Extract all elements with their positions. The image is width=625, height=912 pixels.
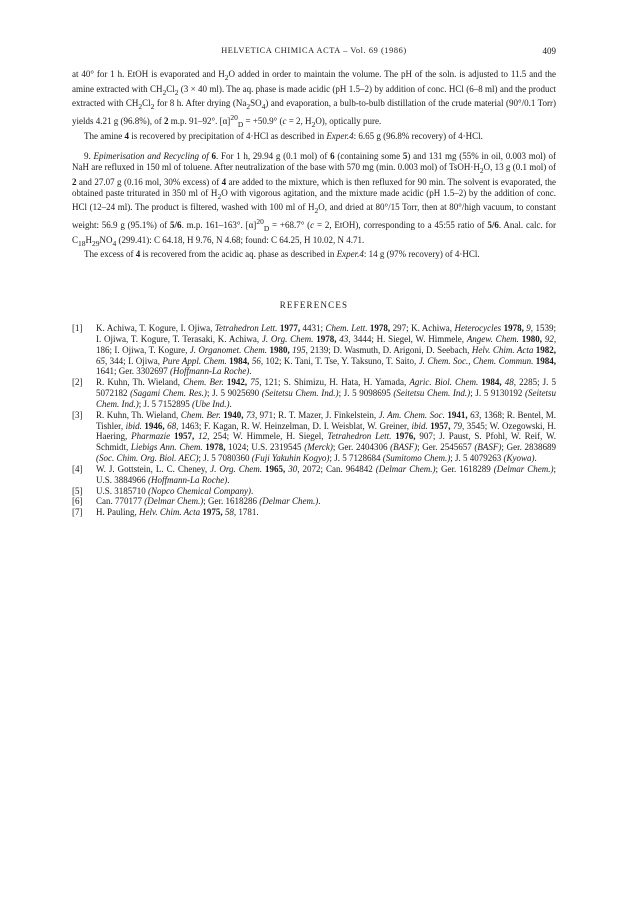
reference-item xyxy=(72,507,556,518)
reference-text: K. Achiwa, T. Kogure, I. Ojiwa, Tetrahedron Lett. 1977, 4431; Chem. Lett. 1978, 297; K. Achiwa, Heterocycles 1978, 9, 1539; I. Ojiwa, T. Kogure, T. Terasaki, K. Achiwa, J. Org. Chem. 1978, 43, 3444; H. Siegel, W. Himmele, Angew. Chem. 1980, 92, 186; I. Ojiwa, T. Kogure, J. Organomet. Chem. 1980, 195, 2139; D. Wasmuth, D. Arigoni, D. Seebach, Helv. Chim. Acta 1982, 65, 344; I. Ojiwa, Pure Appl. Chem. 1984, 56, 102; K. Tani, T. Tse, Y. Taksuno, T. Saito, J. Chem. Soc., Chem. Commun. 1984, 1641; Ger. 3302697 (Hoffmann-La Roche). xyxy=(96,322,557,377)
reference-text: R. Kuhn, Th. Wieland, Chem. Ber. 1940, 73, 971; R. T. Mazer, J. Finkelstein, J. Am. Chem. Soc. 1941, 63, 1368; R. Bentel, M. Tishler, ibid. 1946, 68, 1463; F. Kagan, R. W. Heinzelman, D. I. Weisblat, W. Greiner, ibid. 1957, 79, 3545; W. Ozegowski, H. Haering, Pharmazie 1957, 12, 254; W. Himmele, H. Siegel, Tetrahedron Lett. 1976, 907; J. Paust, S. Pfohl, W. Reif, W. Schmidt, Liebigs Ann. Chem. 1978, 1024; U.S. 2319545 (Merck); Ger. 2404306 (BASF); Ger. 2545657 (BASF); Ger. 2838689 (Soc. Chim. Org. Biol. AEC); J. 5 7080360 (Fuji Yakuhin Kogyo); J. 5 7128684 (Sumitomo Chem.); J. 5 4079263 (Kyowa). xyxy=(96,409,557,464)
experimental-paragraph: The amine 4 is recovered by precipitation of 4·HCl as described in Exper.4: 6.65 g (96.8% recovery) of 4·HCl. xyxy=(84,130,483,141)
reference-text: Can. 770177 (Delmar Chem.); Ger. 1618286 (Delmar Chem.). xyxy=(96,496,321,507)
reference-number: [3] xyxy=(72,409,83,420)
running-title: HELVETICA CHIMICA ACTA – Vol. 69 (1986) xyxy=(221,46,407,55)
reference-item xyxy=(72,377,556,410)
reference-item xyxy=(72,464,556,486)
reference-item xyxy=(72,496,556,507)
reference-number: [4] xyxy=(72,463,83,474)
reference-list xyxy=(72,323,556,518)
reference-item xyxy=(72,410,556,464)
reference-number: [1] xyxy=(72,322,83,333)
reference-item xyxy=(72,323,556,377)
reference-number: [2] xyxy=(72,377,83,388)
reference-text: W. J. Gottstein, L. C. Cheney, J. Org. Chem. 1965, 30, 2072; Can. 964842 (Delmar Chem.); Ger. 1618289 (Delmar Chem.); U.S. 3884966 (Hoffmann-La Roche). xyxy=(96,463,557,485)
reference-text: U.S. 3185710 (Nopco Chemical Company). xyxy=(96,485,254,496)
experimental-section-epimerisation: 9. Epimerisation and Recycling of 6. For 1 h, 29.94 g (0.1 mol) of 6 (containing some 5) and 131 mg (55% in oil, 0.003 mol) of NaH are refluxed in 150 ml of toluene. After neutralization of the base with 570 mg (min. 0.003 mol) of $TsOH\cdot H_2O$, 13 g (0.1 mol) of 2 and 27.07 g (0.16 mol, 30% excess) of 4 are added to the mixture, which is then refluxed for 90 min. The solvent is evaporated, the obtained paste triturated in 350 ml of $H_2O$ with vigorous agitation, and the mixture made acidic (pH 1.5–2) by the addition of conc. HCl (12–24 ml). The product is filtered, washed with 100 ml of $H_2O$, and dried at 80°/15 Torr, then at 80°/high vacuum, to constant weight: 56.9 g (95.1%) of 5/6. m.p. 161–163°. $[\alpha]^{20}_D = +68.7^\circ$ (c = 2, EtOH), corresponding to a 45:55 ratio of 5/6. Anal. calc. for $C_{18}H_{29}NO_4$ (299.41): C 64.18, H 9.76, N 4.68; found: C 64.25, H 10.02, N 4.71. xyxy=(72,151,557,248)
references-heading: REFERENCES xyxy=(279,300,349,311)
reference-text: H. Pauling, Helv. Chim. Acta 1975, 58, 1781. xyxy=(96,507,259,518)
reference-text: R. Kuhn, Th. Wieland, Chem. Ber. 1942, 75, 121; S. Shimizu, H. Hata, H. Yamada, Agric. Biol. Chem. 1984, 48, 2285; J. 5 5072182 (Sagami Chem. Res.); J. 5 9025690 (Seitetsu Chem. Ind.); J. 5 9098695 (Seitetsu Chem. Ind.); J. 5 9130192 (Seitetsu Chem. Ind.); J. 5 7152895 (Ube Ind.). xyxy=(96,377,557,409)
reference-item xyxy=(72,486,556,497)
experimental-paragraph: The excess of 4 is recovered from the acidic aq. phase as described in Exper.4: 14 g (97% recovery) of 4·HCl. xyxy=(84,249,480,260)
reference-number: [6] xyxy=(72,496,83,507)
page-header xyxy=(72,46,556,60)
page-number: 409 xyxy=(542,46,556,56)
reference-number: [5] xyxy=(72,485,83,496)
page-body xyxy=(72,69,556,518)
experimental-paragraph: at 40° for 1 h. EtOH is evaporated and $H_2O$ added in order to maintain the volume. The pH of the soln. is adjusted to 11.5 and the amine extracted with $CH_2Cl_2$ (3 × 40 ml). The aq. phase is made acidic (pH 1.5–2) by addition of conc. HCl (6–8 ml) and the product extracted with $CH_2Cl_2$ for 8 h. After drying $(Na_2SO_4)$ and evaporation, a bulb-to-bulb distillation of the crude material (90°/0.1 Torr) yields 4.21 g (96.8%), of 2 m.p. 91–92°. $[\alpha]^{20}_D = +50.9^\circ$ (c = 2, $H_2O$), optically pure. xyxy=(72,69,557,129)
reference-number: [7] xyxy=(72,507,83,518)
